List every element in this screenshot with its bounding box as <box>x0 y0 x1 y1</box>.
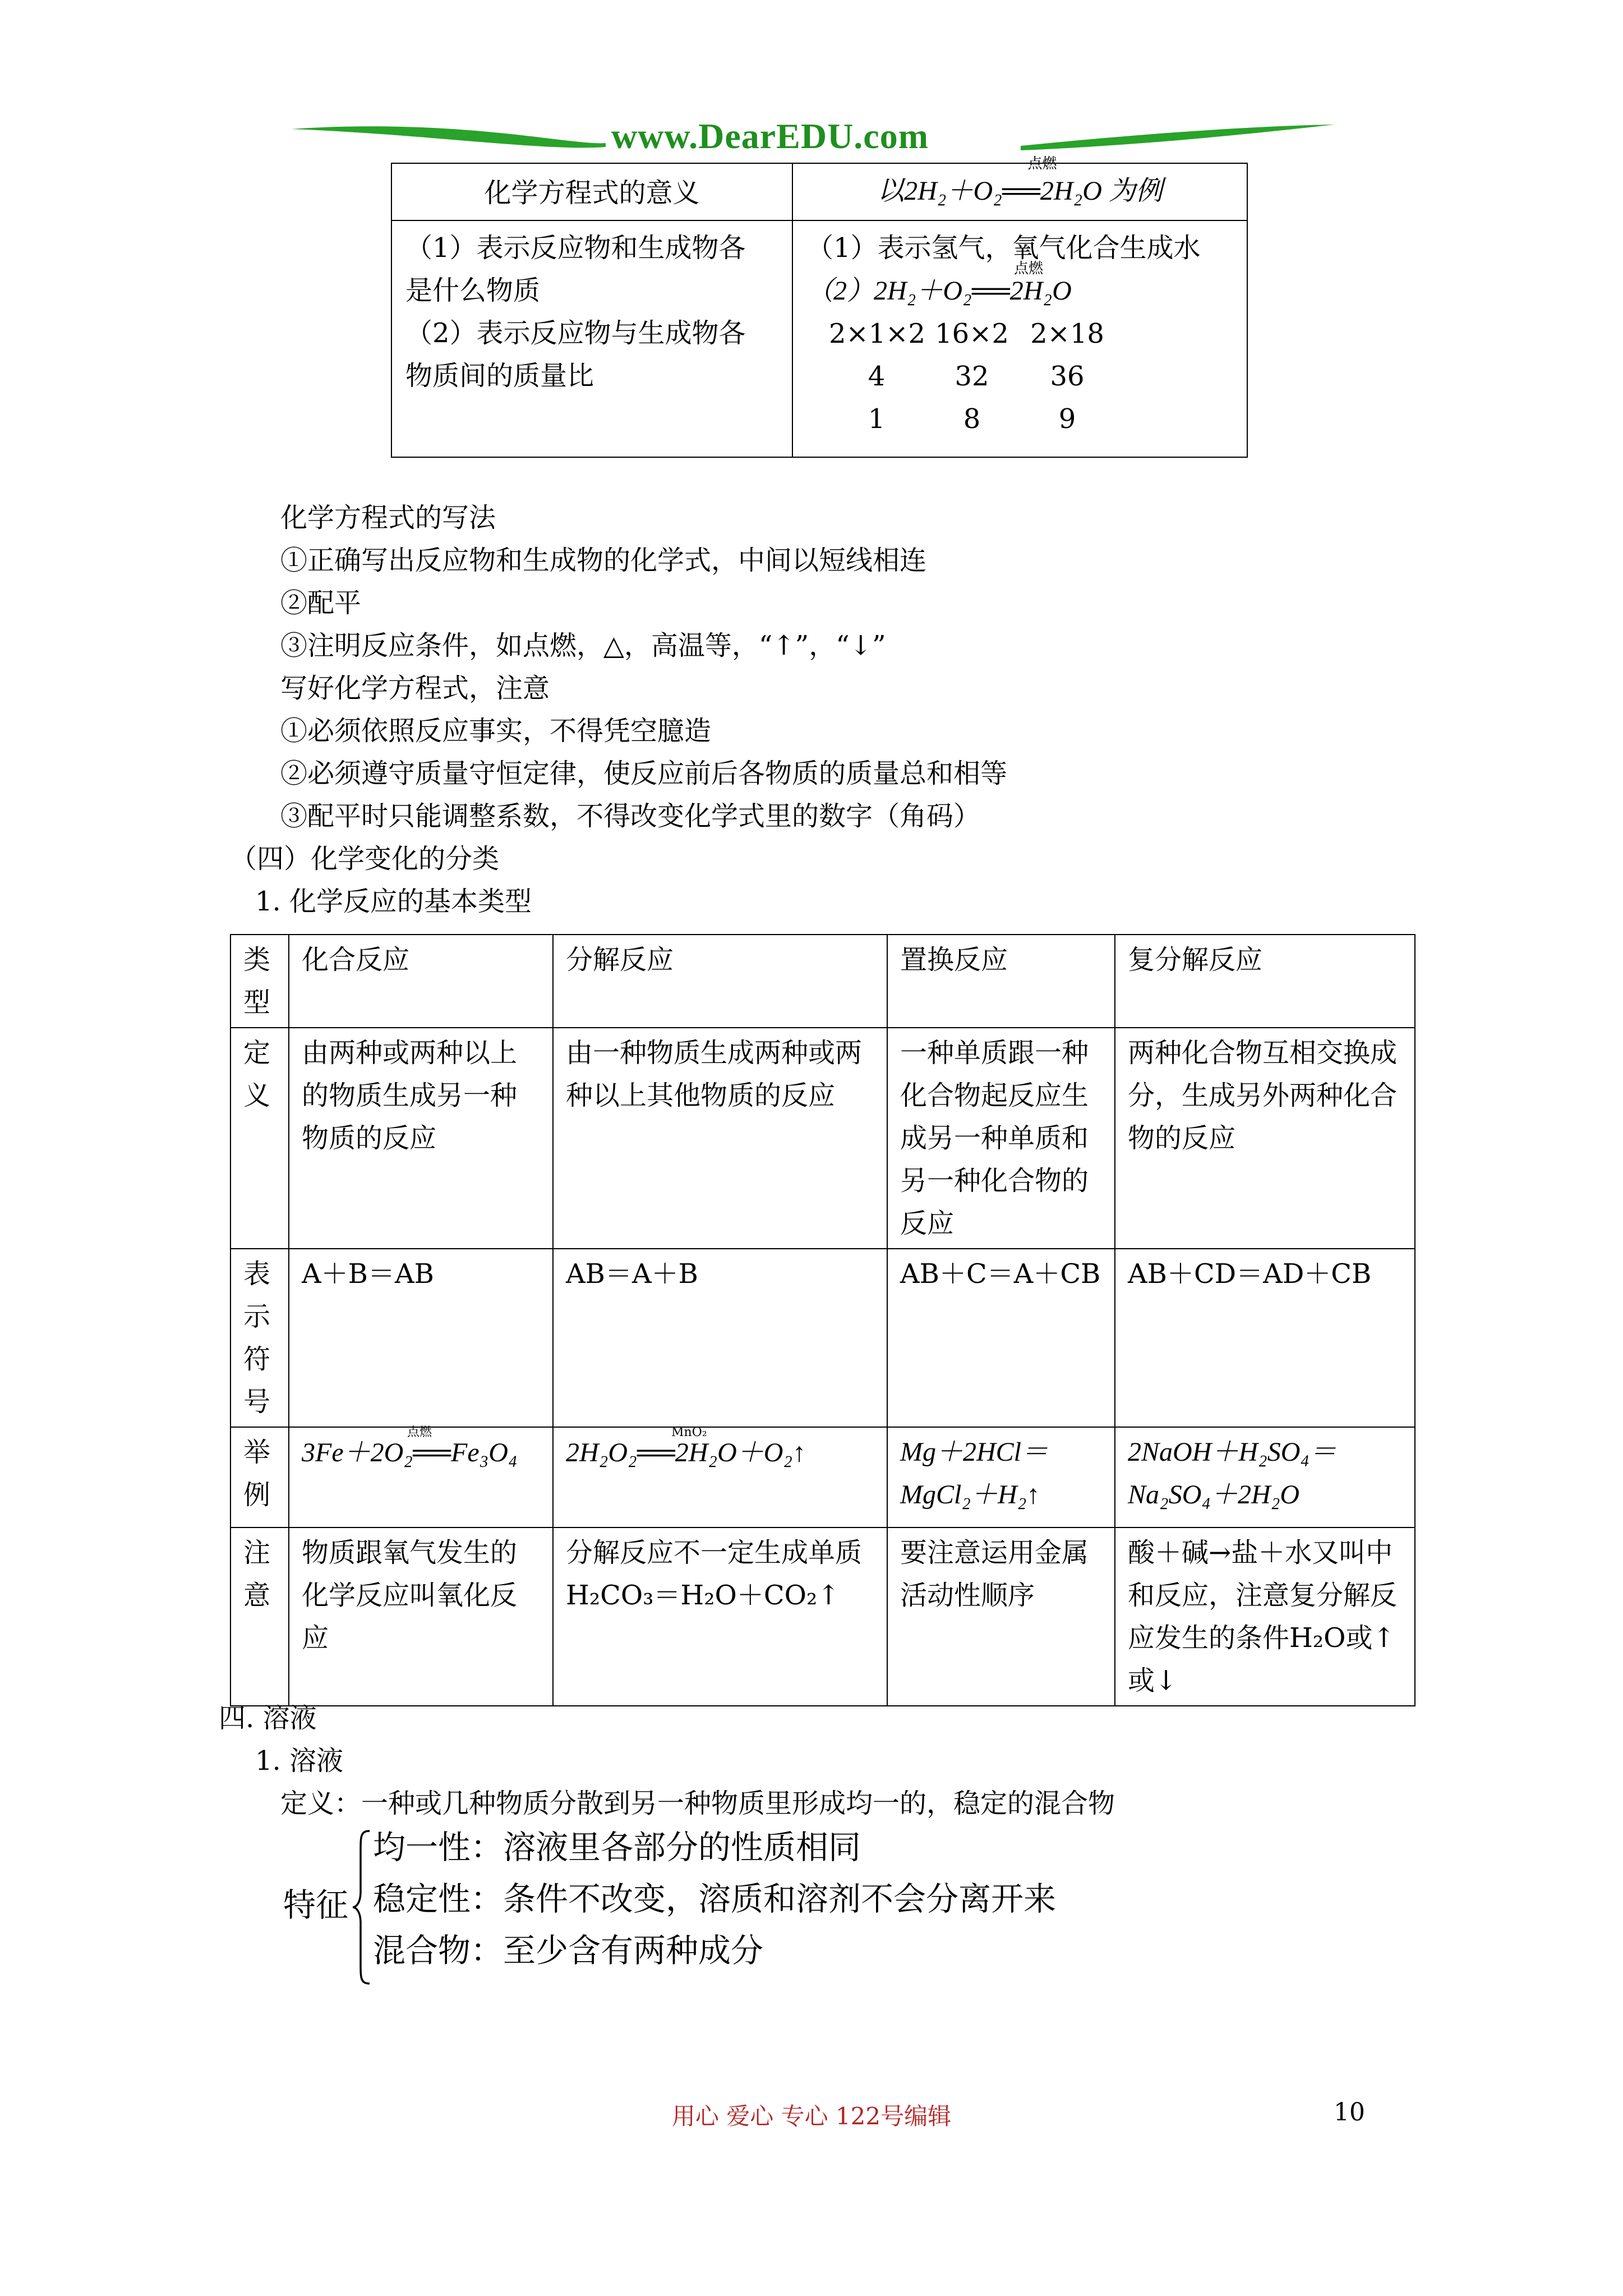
mass-value: 4 <box>868 361 886 392</box>
mass-value: 2×18 <box>1030 318 1104 349</box>
table-cell: 置换反应 <box>887 935 1115 1028</box>
writing-line: ②必须遵守质量守恒定律，使反应前后各物质的质量总和相等 <box>280 758 1008 789</box>
table-cell: AB＋C＝A＋CB <box>887 1249 1115 1427</box>
table-cell: 酸＋碱→盐＋水又叫中和反应，注意复分解反应发生的条件H₂O或↑或↓ <box>1115 1527 1415 1706</box>
table-cell: 一种单质跟一种化合物起反应生成另一种单质和另一种化合物的反应 <box>887 1028 1115 1249</box>
table-cell: A＋B＝AB <box>289 1249 553 1427</box>
table-cell: 分解反应 <box>553 935 887 1028</box>
row-label: 举例 <box>230 1427 289 1527</box>
table-cell: 物质跟氧气发生的化学反应叫氧化反应 <box>289 1527 553 1706</box>
t1-head-cond: 点燃 <box>1027 155 1057 172</box>
example-cell <box>553 1427 887 1527</box>
section-heading: （四）化学变化的分类 <box>230 843 500 875</box>
t1-head-eq: 以2H₂＋O₂══2H₂O 为例 <box>877 176 1163 206</box>
table-cell: 2NaOH＋H₂SO₄＝Na₂SO₄＋2H₂O <box>1115 1427 1415 1527</box>
feature-item: 稳定性：条件不改变，溶质和溶剂不会分离开来 <box>373 1880 1057 1918</box>
writing-line: ③配平时只能调整系数，不得改变化学式里的数字（角码） <box>280 800 981 832</box>
table-cell: 化合反应 <box>289 935 553 1028</box>
mass-value: 36 <box>1050 361 1085 392</box>
example-equation: 2H₂O₂══2H₂O＋O₂↑ <box>566 1438 806 1467</box>
table-cell: 复分解反应 <box>1115 935 1415 1028</box>
equation-meaning-table <box>391 155 1248 458</box>
writing-line: ③注明反应条件，如点燃，△，高温等，“↑”，“↓” <box>280 630 886 661</box>
row-label: 表示符号 <box>230 1249 289 1427</box>
reaction-types-table <box>230 934 1415 1706</box>
t1-left-line: （2）表示反应物与生成物各 <box>405 318 746 349</box>
t1-right-line1: （1）表示氢气，氧气化合生成水 <box>806 232 1201 264</box>
t1-left-line: 是什么物质 <box>405 275 541 306</box>
writing-line: 写好化学方程式，注意 <box>280 673 550 704</box>
feature-item: 均一性：溶液里各部分的性质相同 <box>373 1828 861 1866</box>
t1-right-cond: 点燃 <box>1014 260 1044 277</box>
mass-ratio-grid <box>829 312 1233 440</box>
t1-left-cell <box>391 220 792 457</box>
mass-value: 16×2 <box>935 318 1009 349</box>
t1-left-line: 物质间的质量比 <box>405 360 594 392</box>
table-cell: AB＋CD＝AD＋CB <box>1115 1249 1415 1427</box>
section-heading: 四. 溶液 <box>219 1703 317 1734</box>
writing-heading: 化学方程式的写法 <box>280 502 496 533</box>
t1-head-left: 化学方程式的意义 <box>391 163 792 220</box>
table-cell: 由两种或两种以上的物质生成另一种物质的反应 <box>289 1028 553 1249</box>
mass-value: 8 <box>963 403 981 435</box>
subsection-heading: 1. 溶液 <box>255 1745 344 1777</box>
table-cell: 要注意运用金属活动性顺序 <box>887 1527 1115 1706</box>
table-cell: AB＝A＋B <box>553 1249 887 1427</box>
mass-value: 32 <box>955 361 989 392</box>
example-equation: 3Fe＋2O₂══Fe₃O₄ <box>302 1438 518 1467</box>
row-label: 定义 <box>230 1028 289 1249</box>
writing-line: ①正确写出反应物和生成物的化学式，中间以短线相连 <box>280 545 927 576</box>
feature-label: 特征 <box>283 1886 349 1924</box>
example-condition: MnO₂ <box>671 1425 707 1439</box>
site-logo <box>292 112 1335 163</box>
row-label: 注意 <box>230 1527 289 1706</box>
table-cell: 分解反应不一定生成单质 H₂CO₃＝H₂O＋CO₂↑ <box>553 1527 887 1706</box>
row-label: 类型 <box>230 935 289 1028</box>
mass-value: 9 <box>1058 403 1076 435</box>
feature-item: 混合物：至少含有两种成分 <box>373 1931 764 1970</box>
t1-right-eq: （2）2H₂＋O₂══2H₂O <box>806 276 1072 306</box>
definition-line: 定义：一种或几种物质分散到另一种物质里形成均一的，稳定的混合物 <box>280 1788 1115 1819</box>
subsection-heading: 1. 化学反应的基本类型 <box>255 886 532 917</box>
writing-line: ②配平 <box>280 587 362 619</box>
footer-text: 用心 爱心 专心 122号编辑 <box>671 2102 952 2130</box>
table-cell: 两种化合物互相交换成分，生成另外两种化合物的反应 <box>1115 1028 1415 1249</box>
mass-value: 1 <box>868 403 886 435</box>
curly-brace-icon <box>351 1829 373 1986</box>
t1-left-line: （1）表示反应物和生成物各 <box>405 232 746 264</box>
writing-line: ①必须依照反应事实，不得凭空臆造 <box>280 715 712 747</box>
t1-right-cell <box>792 220 1247 457</box>
mass-value: 2×1×2 <box>829 318 926 349</box>
table-cell: 由一种物质生成两种或两种以上其他物质的反应 <box>553 1028 887 1249</box>
t1-head-right <box>792 155 1247 220</box>
logo-text: www.DearEDU.com <box>611 116 929 156</box>
example-cell <box>289 1427 553 1527</box>
example-condition: 点燃 <box>407 1425 432 1439</box>
page-number: 10 <box>1334 2098 1365 2127</box>
table-cell: Mg＋2HCl＝MgCl₂＋H₂↑ <box>887 1427 1115 1527</box>
